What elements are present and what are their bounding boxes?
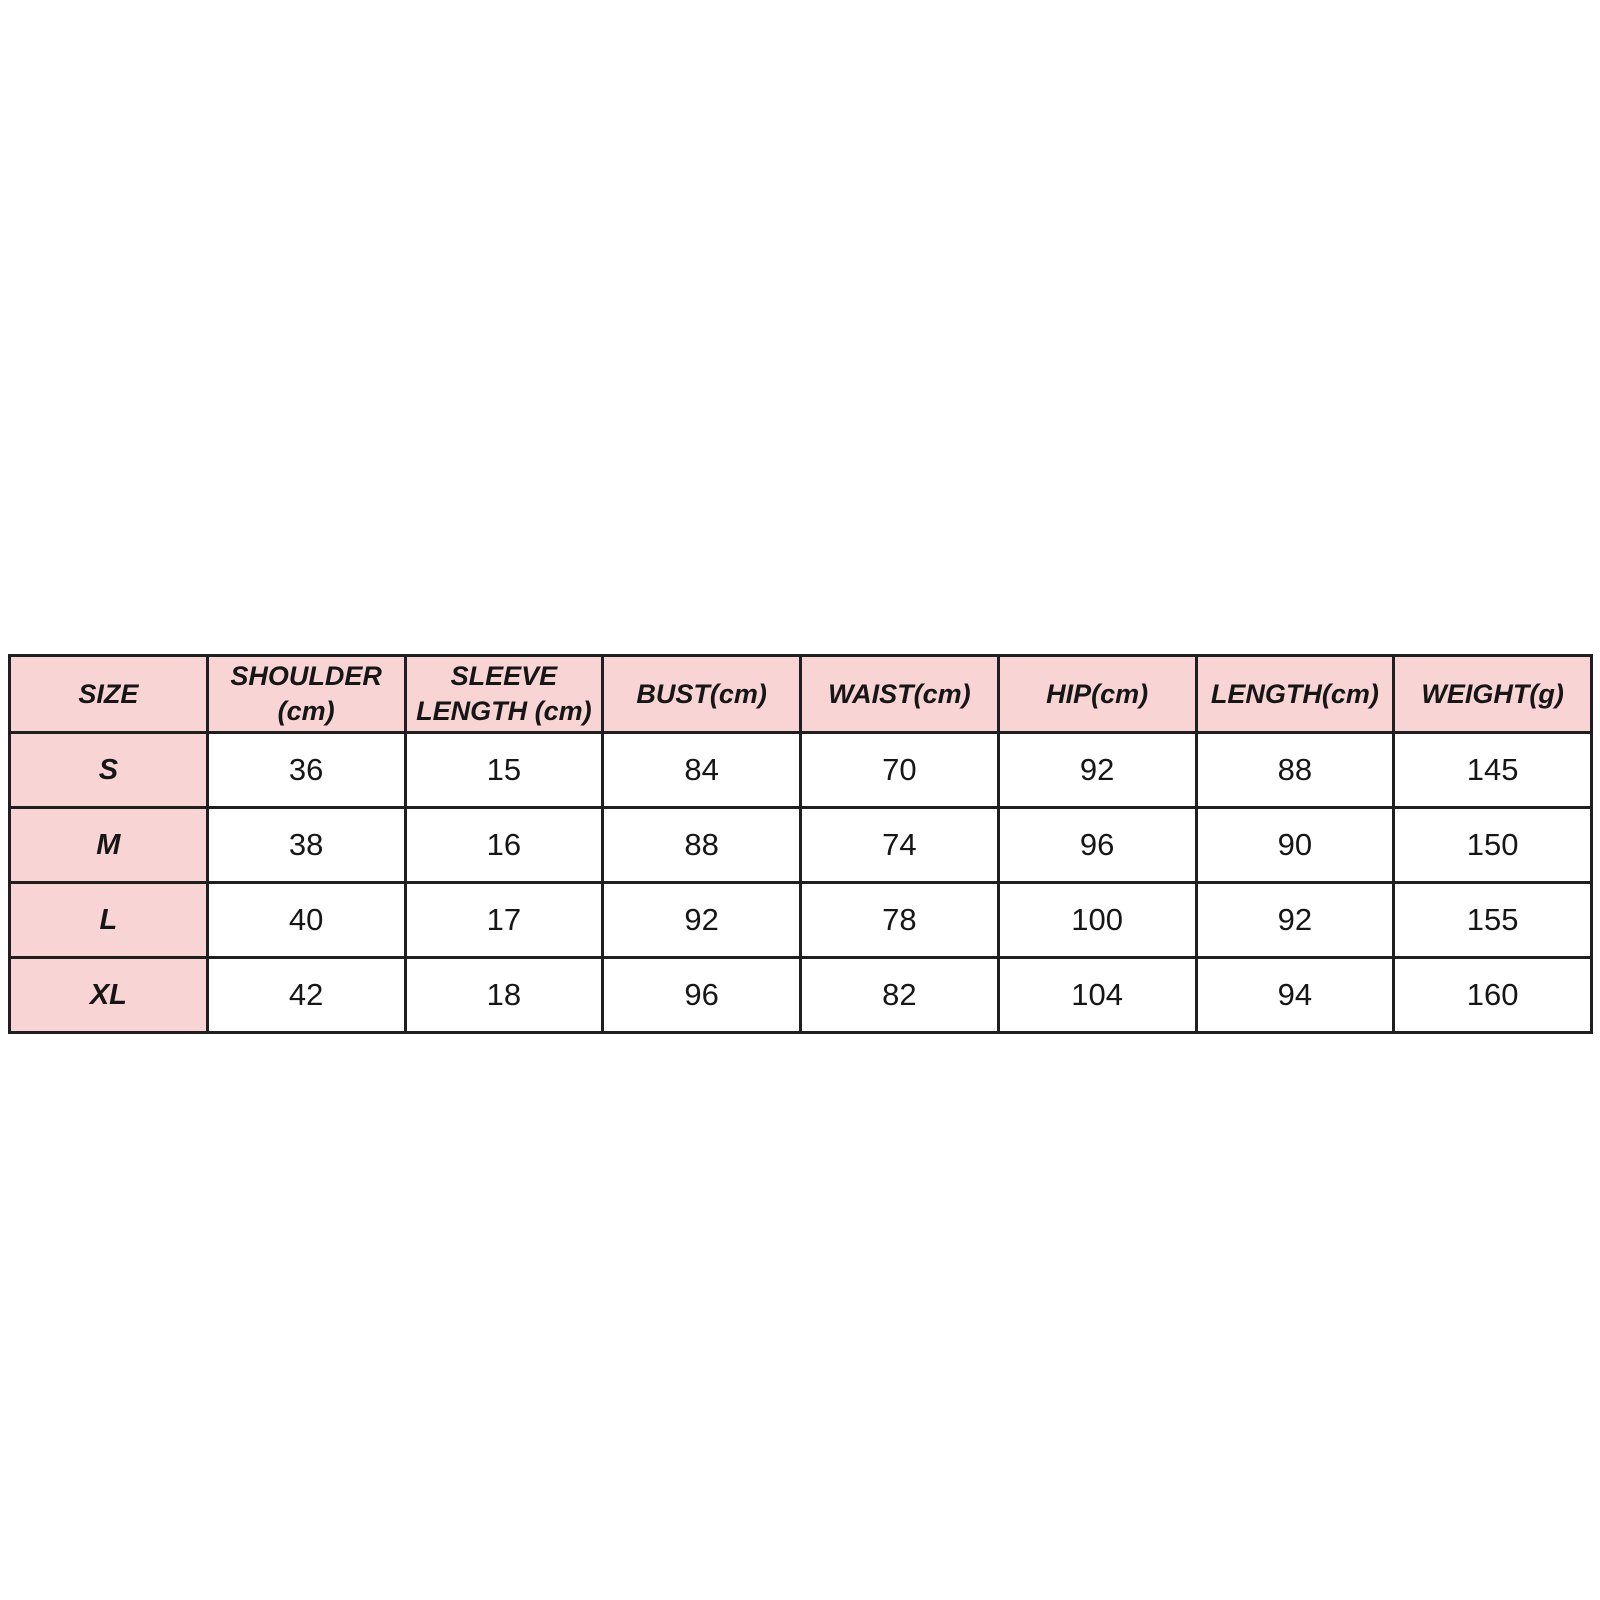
cell-sleeve-length: 16 bbox=[405, 808, 603, 883]
cell-waist: 74 bbox=[801, 808, 999, 883]
col-header-waist: WAIST(cm) bbox=[801, 656, 999, 733]
cell-bust: 88 bbox=[603, 808, 801, 883]
col-header-weight: WEIGHT(g) bbox=[1394, 656, 1592, 733]
row-header-size: S bbox=[10, 733, 208, 808]
cell-waist: 78 bbox=[801, 883, 999, 958]
col-header-size: SIZE bbox=[10, 656, 208, 733]
size-chart-table bbox=[8, 654, 1593, 1034]
cell-sleeve-length: 18 bbox=[405, 958, 603, 1033]
cell-shoulder: 36 bbox=[207, 733, 405, 808]
table-row-s bbox=[10, 733, 1592, 808]
cell-shoulder: 40 bbox=[207, 883, 405, 958]
cell-hip: 104 bbox=[998, 958, 1196, 1033]
col-header-sleeve-length: SLEEVE LENGTH (cm) bbox=[405, 656, 603, 733]
cell-bust: 84 bbox=[603, 733, 801, 808]
cell-waist: 70 bbox=[801, 733, 999, 808]
cell-length: 90 bbox=[1196, 808, 1394, 883]
cell-hip: 100 bbox=[998, 883, 1196, 958]
col-header-hip: HIP(cm) bbox=[998, 656, 1196, 733]
cell-weight: 160 bbox=[1394, 958, 1592, 1033]
cell-length: 92 bbox=[1196, 883, 1394, 958]
cell-shoulder: 42 bbox=[207, 958, 405, 1033]
cell-bust: 96 bbox=[603, 958, 801, 1033]
cell-length: 88 bbox=[1196, 733, 1394, 808]
cell-bust: 92 bbox=[603, 883, 801, 958]
cell-length: 94 bbox=[1196, 958, 1394, 1033]
cell-waist: 82 bbox=[801, 958, 999, 1033]
cell-weight: 155 bbox=[1394, 883, 1592, 958]
col-header-length: LENGTH(cm) bbox=[1196, 656, 1394, 733]
row-header-size: M bbox=[10, 808, 208, 883]
row-header-size: XL bbox=[10, 958, 208, 1033]
header-row bbox=[10, 656, 1592, 733]
row-header-size: L bbox=[10, 883, 208, 958]
cell-shoulder: 38 bbox=[207, 808, 405, 883]
cell-sleeve-length: 17 bbox=[405, 883, 603, 958]
col-header-shoulder: SHOULDER (cm) bbox=[207, 656, 405, 733]
table-row-xl bbox=[10, 958, 1592, 1033]
cell-hip: 96 bbox=[998, 808, 1196, 883]
cell-hip: 92 bbox=[998, 733, 1196, 808]
col-header-bust: BUST(cm) bbox=[603, 656, 801, 733]
cell-weight: 145 bbox=[1394, 733, 1592, 808]
cell-sleeve-length: 15 bbox=[405, 733, 603, 808]
table-row-m bbox=[10, 808, 1592, 883]
cell-weight: 150 bbox=[1394, 808, 1592, 883]
table-row-l bbox=[10, 883, 1592, 958]
